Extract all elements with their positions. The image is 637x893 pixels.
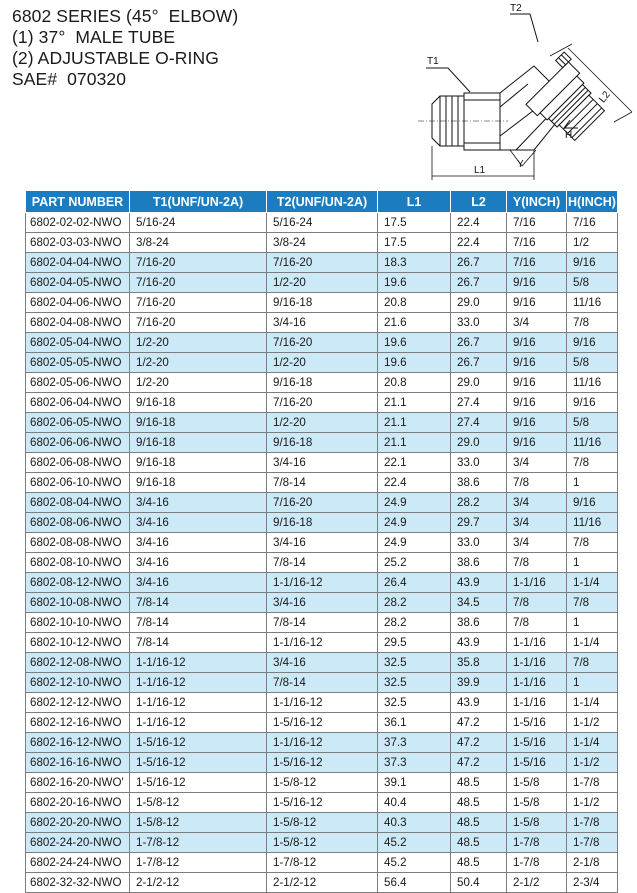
cell-t2-thread: 7/16-20: [267, 493, 378, 513]
cell-l2: 43.9: [451, 573, 507, 593]
cell-t2-thread: 1-7/8-12: [267, 853, 378, 873]
cell-y: 2-1/2: [507, 873, 567, 893]
cell-h: 11/16: [567, 373, 618, 393]
cell-h: 1/2: [567, 233, 618, 253]
cell-l1: 37.3: [378, 753, 451, 773]
cell-l1: 40.3: [378, 813, 451, 833]
cell-l1: 21.6: [378, 313, 451, 333]
cell-part-number: 6802-03-03-NWO: [26, 233, 130, 253]
cell-y: 3/4: [507, 533, 567, 553]
cell-l1: 19.6: [378, 353, 451, 373]
cell-t1-thread: 1/2-20: [130, 333, 267, 353]
cell-l2: 33.0: [451, 313, 507, 333]
cell-l2: 34.5: [451, 593, 507, 613]
table-row: [26, 673, 618, 693]
cell-l1: 45.2: [378, 853, 451, 873]
table-row: [26, 853, 618, 873]
cell-h: 11/16: [567, 433, 618, 453]
elbow-drawing-svg: [418, 0, 637, 182]
cell-l1: 24.9: [378, 533, 451, 553]
cell-t1-thread: 1-5/16-12: [130, 733, 267, 753]
table-row: [26, 353, 618, 373]
table-row: [26, 473, 618, 493]
col-header-t1: T1(UNF/UN-2A): [130, 191, 267, 213]
cell-h: 1-7/8: [567, 813, 618, 833]
cell-part-number: 6802-02-02-NWO: [26, 213, 130, 233]
cell-h: 9/16: [567, 493, 618, 513]
cell-l2: 47.2: [451, 713, 507, 733]
cell-t2-thread: 3/4-16: [267, 593, 378, 613]
cell-part-number: 6802-10-12-NWO: [26, 633, 130, 653]
table-row: [26, 753, 618, 773]
cell-t1-thread: 9/16-18: [130, 433, 267, 453]
col-header-h: H(INCH): [567, 191, 618, 213]
cell-y: 3/4: [507, 313, 567, 333]
cell-h: 1-1/2: [567, 753, 618, 773]
cell-y: 1-7/8: [507, 833, 567, 853]
y-label: Y: [517, 159, 524, 170]
cell-h: 2-3/4: [567, 873, 618, 893]
cell-part-number: 6802-16-20-NWO': [26, 773, 130, 793]
cell-t1-thread: 2-1/2-12: [130, 873, 267, 893]
cell-t1-thread: 1-5/8-12: [130, 793, 267, 813]
cell-y: 9/16: [507, 273, 567, 293]
cell-t1-thread: 7/16-20: [130, 273, 267, 293]
table-row: [26, 773, 618, 793]
cell-l1: 17.5: [378, 233, 451, 253]
cell-y: 7/8: [507, 553, 567, 573]
table-row: [26, 713, 618, 733]
cell-part-number: 6802-06-04-NWO: [26, 393, 130, 413]
cell-t1-thread: 1-1/16-12: [130, 693, 267, 713]
cell-l2: 26.7: [451, 333, 507, 353]
cell-t1-thread: 9/16-18: [130, 393, 267, 413]
cell-l1: 17.5: [378, 213, 451, 233]
table-row: [26, 553, 618, 573]
cell-l2: 29.7: [451, 513, 507, 533]
cell-t1-thread: 9/16-18: [130, 453, 267, 473]
cell-l2: 48.5: [451, 793, 507, 813]
table-row: [26, 373, 618, 393]
cell-t2-thread: 1/2-20: [267, 413, 378, 433]
tube-end-spec: (1) 37° MALE TUBE: [12, 27, 176, 47]
cell-t1-thread: 1-1/16-12: [130, 673, 267, 693]
cell-t2-thread: 1/2-20: [267, 273, 378, 293]
cell-t2-thread: 7/16-20: [267, 253, 378, 273]
cell-l1: 32.5: [378, 693, 451, 713]
cell-l1: 20.8: [378, 373, 451, 393]
cell-t1-thread: 1-7/8-12: [130, 853, 267, 873]
cell-l1: 39.1: [378, 773, 451, 793]
cell-h: 7/8: [567, 593, 618, 613]
cell-y: 9/16: [507, 433, 567, 453]
cell-y: 7/8: [507, 593, 567, 613]
cell-t2-thread: 1-5/16-12: [267, 753, 378, 773]
cell-t2-thread: 9/16-18: [267, 433, 378, 453]
cell-t2-thread: 1-5/16-12: [267, 713, 378, 733]
cell-t2-thread: 7/8-14: [267, 613, 378, 633]
cell-t2-thread: 1-5/8-12: [267, 773, 378, 793]
cell-l1: 22.4: [378, 473, 451, 493]
cell-part-number: 6802-12-08-NWO: [26, 653, 130, 673]
cell-h: 1-1/4: [567, 733, 618, 753]
cell-part-number: 6802-06-06-NWO: [26, 433, 130, 453]
cell-h: 1-1/2: [567, 713, 618, 733]
cell-y: 1-1/16: [507, 633, 567, 653]
table-row: [26, 293, 618, 313]
cell-t2-thread: 5/16-24: [267, 213, 378, 233]
cell-part-number: 6802-20-20-NWO: [26, 813, 130, 833]
cell-t2-thread: 1-1/16-12: [267, 573, 378, 593]
table-row: [26, 393, 618, 413]
cell-t2-thread: 1-1/16-12: [267, 633, 378, 653]
cell-y: 1-5/8: [507, 773, 567, 793]
cell-l1: 32.5: [378, 673, 451, 693]
cell-y: 1-5/8: [507, 813, 567, 833]
table-row: [26, 833, 618, 853]
sae-number: SAE# 070320: [12, 69, 127, 89]
cell-l2: 43.9: [451, 633, 507, 653]
table-row: [26, 313, 618, 333]
cell-t1-thread: 1/2-20: [130, 373, 267, 393]
cell-t1-thread: 7/8-14: [130, 593, 267, 613]
cell-part-number: 6802-06-08-NWO: [26, 453, 130, 473]
cell-part-number: 6802-06-05-NWO: [26, 413, 130, 433]
table-row: [26, 633, 618, 653]
series-title-block: [12, 6, 238, 90]
cell-l2: 48.5: [451, 773, 507, 793]
cell-t1-thread: 7/8-14: [130, 613, 267, 633]
cell-t2-thread: 1-1/16-12: [267, 693, 378, 713]
cell-l1: 28.2: [378, 613, 451, 633]
cell-y: 9/16: [507, 333, 567, 353]
cell-part-number: 6802-08-12-NWO: [26, 573, 130, 593]
cell-y: 9/16: [507, 413, 567, 433]
cell-t1-thread: 1-1/16-12: [130, 713, 267, 733]
cell-t1-thread: 3/4-16: [130, 573, 267, 593]
cell-y: 1-5/16: [507, 733, 567, 753]
cell-part-number: 6802-08-06-NWO: [26, 513, 130, 533]
table-row: [26, 733, 618, 753]
cell-part-number: 6802-24-24-NWO: [26, 853, 130, 873]
cell-l1: 24.9: [378, 513, 451, 533]
part-spec-table: [25, 190, 618, 893]
cell-h: 7/8: [567, 533, 618, 553]
cell-h: 5/8: [567, 413, 618, 433]
l2-label: L2: [597, 89, 613, 106]
cell-t1-thread: 9/16-18: [130, 473, 267, 493]
table-row: [26, 793, 618, 813]
cell-l1: 21.1: [378, 413, 451, 433]
cell-h: 7/8: [567, 313, 618, 333]
table-row: [26, 413, 618, 433]
cell-l1: 29.5: [378, 633, 451, 653]
col-header-l1: L1: [378, 191, 451, 213]
cell-t2-thread: 3/4-16: [267, 313, 378, 333]
table-row: [26, 813, 618, 833]
cell-l1: 26.4: [378, 573, 451, 593]
cell-t1-thread: 1/2-20: [130, 353, 267, 373]
cell-l1: 19.6: [378, 333, 451, 353]
table-row: [26, 573, 618, 593]
cell-l2: 22.4: [451, 233, 507, 253]
cell-t2-thread: 3/4-16: [267, 533, 378, 553]
cell-h: 1-1/4: [567, 693, 618, 713]
cell-t1-thread: 1-7/8-12: [130, 833, 267, 853]
table-row: [26, 453, 618, 473]
cell-l2: 33.0: [451, 533, 507, 553]
cell-l2: 29.0: [451, 373, 507, 393]
table-row: [26, 613, 618, 633]
cell-l2: 47.2: [451, 753, 507, 773]
cell-h: 11/16: [567, 293, 618, 313]
cell-y: 1-5/8: [507, 793, 567, 813]
cell-part-number: 6802-20-16-NWO: [26, 793, 130, 813]
cell-part-number: 6802-06-10-NWO: [26, 473, 130, 493]
table-row: [26, 873, 618, 893]
cell-t2-thread: 7/16-20: [267, 333, 378, 353]
cell-l2: 22.4: [451, 213, 507, 233]
cell-t2-thread: 3/4-16: [267, 653, 378, 673]
cell-t2-thread: 9/16-18: [267, 373, 378, 393]
cell-y: 1-5/16: [507, 713, 567, 733]
cell-l1: 19.6: [378, 273, 451, 293]
cell-part-number: 6802-04-04-NWO: [26, 253, 130, 273]
cell-l2: 47.2: [451, 733, 507, 753]
cell-y: 1-1/16: [507, 573, 567, 593]
cell-h: 1-1/4: [567, 573, 618, 593]
cell-y: 7/16: [507, 233, 567, 253]
cell-l1: 25.2: [378, 553, 451, 573]
cell-l1: 40.4: [378, 793, 451, 813]
cell-l1: 28.2: [378, 593, 451, 613]
cell-t2-thread: 1/2-20: [267, 353, 378, 373]
cell-t1-thread: 1-5/16-12: [130, 753, 267, 773]
table-header-row: [26, 191, 618, 213]
cell-part-number: 6802-05-06-NWO: [26, 373, 130, 393]
cell-t1-thread: 9/16-18: [130, 413, 267, 433]
cell-t1-thread: 1-1/16-12: [130, 653, 267, 673]
cell-l2: 48.5: [451, 853, 507, 873]
cell-part-number: 6802-05-04-NWO: [26, 333, 130, 353]
cell-t1-thread: 3/4-16: [130, 533, 267, 553]
cell-t1-thread: 5/16-24: [130, 213, 267, 233]
cell-y: 7/8: [507, 613, 567, 633]
cell-h: 11/16: [567, 513, 618, 533]
cell-l2: 35.8: [451, 653, 507, 673]
cell-y: 1-1/16: [507, 653, 567, 673]
cell-l2: 38.6: [451, 613, 507, 633]
cell-t2-thread: 1-5/16-12: [267, 793, 378, 813]
cell-part-number: 6802-04-05-NWO: [26, 273, 130, 293]
cell-h: 1: [567, 613, 618, 633]
cell-y: 1-7/8: [507, 853, 567, 873]
cell-t2-thread: 2-1/2-12: [267, 873, 378, 893]
cell-l2: 26.7: [451, 273, 507, 293]
cell-y: 9/16: [507, 293, 567, 313]
cell-y: 7/16: [507, 253, 567, 273]
cell-y: 3/4: [507, 493, 567, 513]
cell-t1-thread: 3/8-24: [130, 233, 267, 253]
cell-h: 1: [567, 553, 618, 573]
cell-l2: 26.7: [451, 253, 507, 273]
table-row: [26, 433, 618, 453]
cell-t1-thread: 3/4-16: [130, 553, 267, 573]
cell-y: 9/16: [507, 373, 567, 393]
cell-t1-thread: 7/16-20: [130, 313, 267, 333]
col-header-t2: T2(UNF/UN-2A): [267, 191, 378, 213]
table-row: [26, 693, 618, 713]
cell-h: 1: [567, 673, 618, 693]
cell-l2: 27.4: [451, 413, 507, 433]
cell-h: 1: [567, 473, 618, 493]
cell-h: 9/16: [567, 253, 618, 273]
cell-l2: 29.0: [451, 433, 507, 453]
elbow-fitting-drawing: [418, 0, 637, 182]
cell-h: 5/8: [567, 273, 618, 293]
table-row: [26, 653, 618, 673]
cell-y: 9/16: [507, 353, 567, 373]
cell-l2: 43.9: [451, 693, 507, 713]
t2-leader-line: [510, 14, 538, 42]
cell-l1: 37.3: [378, 733, 451, 753]
cell-t2-thread: 3/8-24: [267, 233, 378, 253]
table-row: [26, 213, 618, 233]
cell-l2: 27.4: [451, 393, 507, 413]
cell-y: 9/16: [507, 393, 567, 413]
cell-part-number: 6802-24-20-NWO: [26, 833, 130, 853]
cell-t1-thread: 1-5/16-12: [130, 773, 267, 793]
cell-y: 3/4: [507, 513, 567, 533]
cell-l2: 33.0: [451, 453, 507, 473]
cell-t2-thread: 7/8-14: [267, 473, 378, 493]
cell-l1: 24.9: [378, 493, 451, 513]
series-title: 6802 SERIES (45° ELBOW): [12, 6, 239, 26]
table-row: [26, 593, 618, 613]
cell-t1-thread: 3/4-16: [130, 493, 267, 513]
t1-leader-line: [426, 68, 470, 92]
table-row: [26, 533, 618, 553]
cell-y: 1-1/16: [507, 673, 567, 693]
cell-l1: 21.1: [378, 393, 451, 413]
col-header-y: Y(INCH): [507, 191, 567, 213]
cell-part-number: 6802-08-10-NWO: [26, 553, 130, 573]
cell-l2: 28.2: [451, 493, 507, 513]
cell-t1-thread: 3/4-16: [130, 513, 267, 533]
col-header-part-number: PART NUMBER: [26, 191, 130, 213]
table-row: [26, 333, 618, 353]
cell-l2: 50.4: [451, 873, 507, 893]
cell-part-number: 6802-08-08-NWO: [26, 533, 130, 553]
cell-t2-thread: 1-1/16-12: [267, 733, 378, 753]
cell-h: 7/8: [567, 453, 618, 473]
cell-h: 5/8: [567, 353, 618, 373]
table-row: [26, 513, 618, 533]
cell-h: 1-7/8: [567, 833, 618, 853]
cell-t2-thread: 9/16-18: [267, 293, 378, 313]
cell-part-number: 6802-04-06-NWO: [26, 293, 130, 313]
cell-h: 2-1/8: [567, 853, 618, 873]
cell-t2-thread: 7/16-20: [267, 393, 378, 413]
cell-h: 9/16: [567, 333, 618, 353]
table-body: [26, 213, 618, 893]
cell-part-number: 6802-08-04-NWO: [26, 493, 130, 513]
cell-l1: 36.1: [378, 713, 451, 733]
cell-part-number: 6802-05-05-NWO: [26, 353, 130, 373]
cell-y: 7/16: [507, 213, 567, 233]
cell-l2: 29.0: [451, 293, 507, 313]
cell-t2-thread: 7/8-14: [267, 673, 378, 693]
cell-l2: 48.5: [451, 813, 507, 833]
cell-y: 3/4: [507, 453, 567, 473]
cell-l2: 26.7: [451, 353, 507, 373]
cell-part-number: 6802-04-08-NWO: [26, 313, 130, 333]
cell-h: 7/8: [567, 653, 618, 673]
cell-t2-thread: 7/8-14: [267, 553, 378, 573]
port-end-spec: (2) ADJUSTABLE O-RING: [12, 48, 219, 68]
table-row: [26, 233, 618, 253]
cell-h: 9/16: [567, 393, 618, 413]
cell-part-number: 6802-10-10-NWO: [26, 613, 130, 633]
cell-part-number: 6802-12-10-NWO: [26, 673, 130, 693]
cell-l1: 20.8: [378, 293, 451, 313]
cell-part-number: 6802-12-16-NWO: [26, 713, 130, 733]
cell-t1-thread: 7/16-20: [130, 293, 267, 313]
cell-h: 1-1/4: [567, 633, 618, 653]
h-label: H: [565, 130, 573, 141]
table-row: [26, 273, 618, 293]
table-row: [26, 493, 618, 513]
cell-t1-thread: 7/8-14: [130, 633, 267, 653]
cell-h: 7/16: [567, 213, 618, 233]
t2-label: T2: [510, 3, 522, 14]
cell-l1: 32.5: [378, 653, 451, 673]
cell-y: 1-5/16: [507, 753, 567, 773]
cell-y: 7/8: [507, 473, 567, 493]
l1-label: L1: [474, 165, 486, 176]
cell-part-number: 6802-16-12-NWO: [26, 733, 130, 753]
cell-y: 1-1/16: [507, 693, 567, 713]
cell-l2: 48.5: [451, 833, 507, 853]
t1-label: T1: [427, 56, 439, 67]
cell-part-number: 6802-32-32-NWO: [26, 873, 130, 893]
cell-l1: 45.2: [378, 833, 451, 853]
male-tube-end: [432, 93, 500, 150]
cell-t2-thread: 1-5/8-12: [267, 813, 378, 833]
cell-l2: 39.9: [451, 673, 507, 693]
cell-l1: 18.3: [378, 253, 451, 273]
cell-l1: 22.1: [378, 453, 451, 473]
cell-part-number: 6802-12-12-NWO: [26, 693, 130, 713]
cell-l1: 56.4: [378, 873, 451, 893]
cell-t2-thread: 1-5/8-12: [267, 833, 378, 853]
cell-l1: 21.1: [378, 433, 451, 453]
table-row: [26, 253, 618, 273]
cell-h: 1-7/8: [567, 773, 618, 793]
cell-l2: 38.6: [451, 553, 507, 573]
cell-t1-thread: 1-5/8-12: [130, 813, 267, 833]
cell-t2-thread: 9/16-18: [267, 513, 378, 533]
cell-h: 1-1/2: [567, 793, 618, 813]
cell-part-number: 6802-16-16-NWO: [26, 753, 130, 773]
cell-part-number: 6802-10-08-NWO: [26, 593, 130, 613]
col-header-l2: L2: [451, 191, 507, 213]
cell-t2-thread: 3/4-16: [267, 453, 378, 473]
cell-l2: 38.6: [451, 473, 507, 493]
cell-t1-thread: 7/16-20: [130, 253, 267, 273]
